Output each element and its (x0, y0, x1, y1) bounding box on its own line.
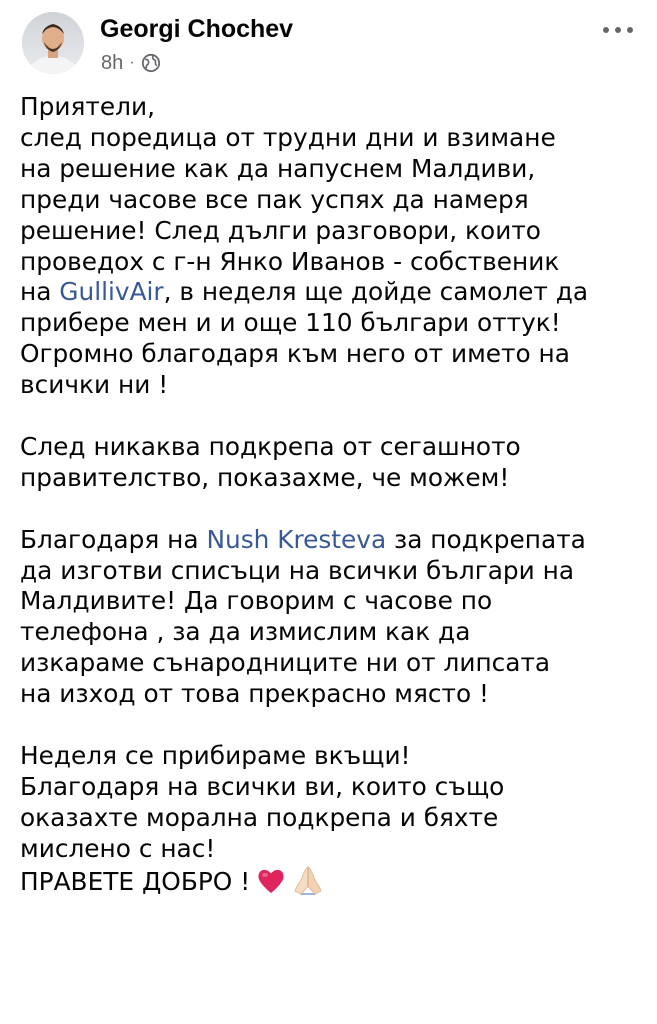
text-line: всички ни ! (20, 370, 169, 400)
post-text (20, 92, 648, 898)
text-line: преди часове все пак успях да намеря (20, 184, 529, 214)
text-line: След никаква подкрепа от сегашното (20, 431, 521, 461)
text-line: Малдивите! Да говорим с часове по (20, 586, 493, 616)
text-line: след поредица от трудни дни и взимане (20, 122, 556, 152)
text-line: Благодаря на всички ви, които също (20, 771, 505, 801)
mention-link-gullivair[interactable]: GullivAir (59, 277, 164, 307)
text-line: правителство, показахме, че можем! (20, 462, 510, 492)
globe-icon (141, 53, 161, 73)
text-line: Неделя се прибираме вкъщи! (20, 740, 411, 770)
text-fragment: , в неделя ще дойде самолет да (163, 277, 589, 307)
text-line: Огромно благодаря към него от името на (20, 339, 570, 369)
post-time[interactable]: 8h (101, 51, 124, 74)
avatar-photo (22, 12, 84, 74)
paragraph-4 (20, 741, 648, 898)
meta-separator: · (129, 54, 135, 71)
text-line: мислено с нас! (20, 833, 216, 863)
text-fragment: Благодаря на (20, 524, 207, 554)
text-line: оказахте морална подкрепа и бяхте (20, 802, 499, 832)
post-meta (101, 50, 161, 76)
text-line: телефона , за да измислим как да (20, 617, 471, 647)
text-line: да изготви списъци на всички българи на (20, 555, 575, 585)
text-line: изкараме сънародниците ни от липсата (20, 648, 551, 678)
red-heart-emoji (256, 867, 286, 895)
more-horizontal-icon[interactable] (600, 20, 636, 40)
mention-link-nush-kresteva[interactable]: Nush Kresteva (206, 524, 387, 554)
text-line: проведох с г-н Янко Иванов - собственик (20, 246, 560, 276)
paragraph-3 (20, 525, 648, 710)
text-line (20, 277, 648, 308)
text-line: решение! След дълги разговори, които (20, 215, 541, 245)
text-line: на решение как да напуснем Малдиви, (20, 153, 536, 183)
avatar[interactable] (22, 12, 84, 74)
text-line: прибере мен и и още 110 българи оттук! (20, 308, 561, 338)
text-line (20, 525, 648, 556)
text-fragment: за подкрепата (386, 524, 586, 554)
text-fragment: на (20, 277, 60, 307)
text-fragment: ПРАВЕТЕ ДОБРО ! (20, 866, 251, 896)
folded-hands-emoji (292, 865, 324, 895)
text-line: на изход от това прекрасно място ! (20, 679, 489, 709)
text-line: Приятели, (20, 92, 155, 121)
author-name[interactable]: Georgi Chochev (100, 15, 294, 43)
text-line (20, 865, 648, 898)
paragraph-1 (20, 92, 648, 401)
paragraph-2 (20, 432, 648, 494)
post-header (0, 0, 657, 84)
